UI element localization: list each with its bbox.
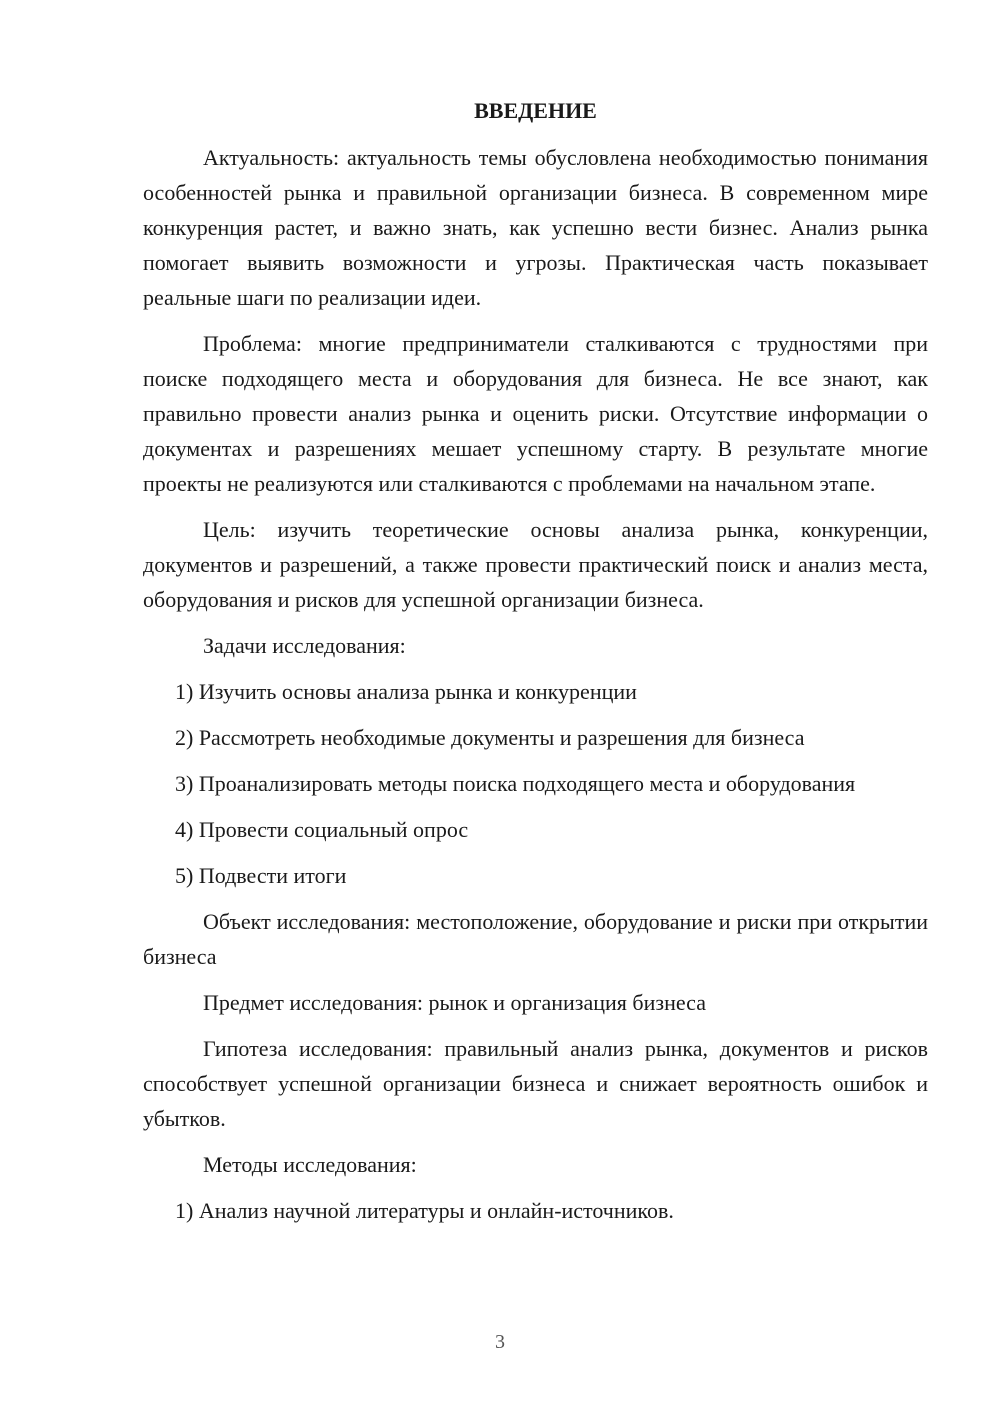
task-item: 5) Подвести итоги (175, 863, 347, 888)
hypothesis-paragraph: Гипотеза исследования: правильный анализ рынка, документов и рисков способствует успешной организации бизнеса и снижает вероятность ошибок и убытков. (143, 1036, 928, 1131)
problem-paragraph: Проблема: многие предприниматели сталкиваются с трудностями при поиске подходящего места и оборудования для бизнеса. Не все знают, как правильно провести анализ рынка и оценить риски. Отсутствие информации о документах и разрешениях мешает успешному старту. В результате многие проекты не реализуются или сталкиваются с проблемами на начальном этапе. (143, 331, 928, 496)
section-title: ВВЕДЕНИЕ (474, 98, 597, 123)
page-number: 3 (495, 1331, 505, 1353)
relevance-paragraph: Актуальность: актуальность темы обусловлена необходимостью понимания особенностей рынка и правильной организации бизнеса. В современном мире конкуренция растет, и важно знать, как успешно вести бизнес. Анализ рынка помогает выявить возможности и угрозы. Практическая часть показывает реальные шаги по реализации идеи. (143, 145, 928, 310)
method-item: 1) Анализ научной литературы и онлайн-источников. (175, 1198, 674, 1223)
goal-paragraph: Цель: изучить теоретические основы анализа рынка, конкуренции, документов и разрешений, а также провести практический поиск и анализ места, оборудования и рисков для успешной организации бизнеса. (143, 517, 928, 612)
subject-paragraph: Предмет исследования: рынок и организация бизнеса (203, 990, 706, 1015)
methods-heading: Методы исследования: (203, 1152, 417, 1177)
task-item: 2) Рассмотреть необходимые документы и разрешения для бизнеса (175, 725, 805, 750)
object-paragraph: Объект исследования: местоположение, оборудование и риски при открытии бизнеса (143, 909, 928, 969)
document-page (143, 96, 928, 1239)
task-item: 3) Проанализировать методы поиска подходящего места и оборудования (175, 771, 856, 796)
tasks-heading: Задачи исследования: (203, 633, 406, 658)
task-item: 1) Изучить основы анализа рынка и конкуренции (175, 679, 637, 704)
task-item: 4) Провести социальный опрос (175, 817, 469, 842)
